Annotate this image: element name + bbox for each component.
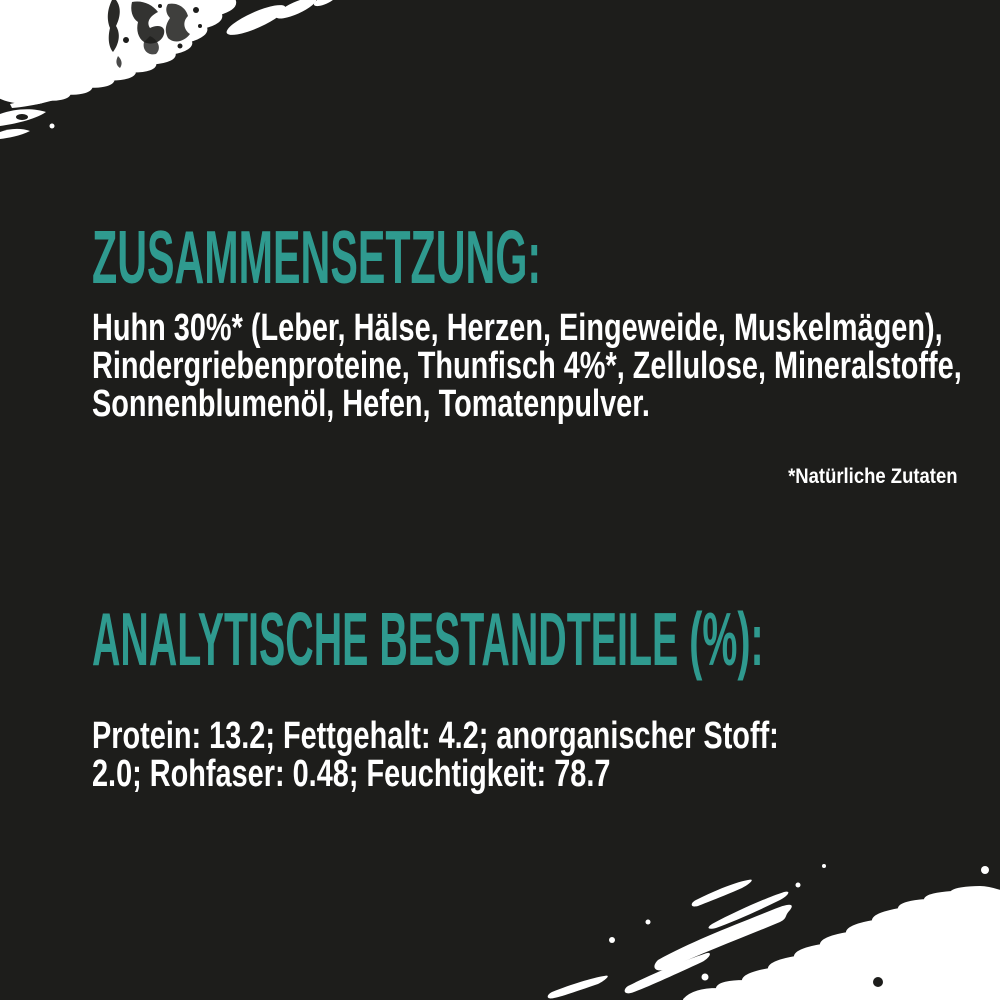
paint-brush-stroke-top-left [0,0,340,170]
composition-heading: ZUSAMMENSETZUNG: [92,215,542,299]
analysis-text [92,717,779,793]
paint-brush-stroke-bottom-right [480,840,1000,1000]
analysis-heading: ANALYTISCHE BESTANDTEILE (%): [92,597,764,681]
analysis-line-2: 2.0; Rohfaser: 0.48; Feuchtigkeit: 78.7 [92,753,611,795]
composition-line-1: Huhn 30%* (Leber, Hälse, Herzen, Eingeweide, Muskelmägen), [92,307,943,349]
brush-grunge-texture [16,0,202,120]
composition-line-3: Sonnenblumenöl, Hefen, Tomatenpulver. [92,383,650,425]
analysis-line-1: Protein: 13.2; Fettgehalt: 4.2; anorganischer Stoff: [92,715,779,757]
composition-text [92,309,962,423]
natural-ingredients-footnote: *Natürliche Zutaten [788,465,958,488]
composition-line-2: Rindergriebenproteine, Thunfisch 4%*, Zellulose, Mineralstoffe, [92,345,962,387]
